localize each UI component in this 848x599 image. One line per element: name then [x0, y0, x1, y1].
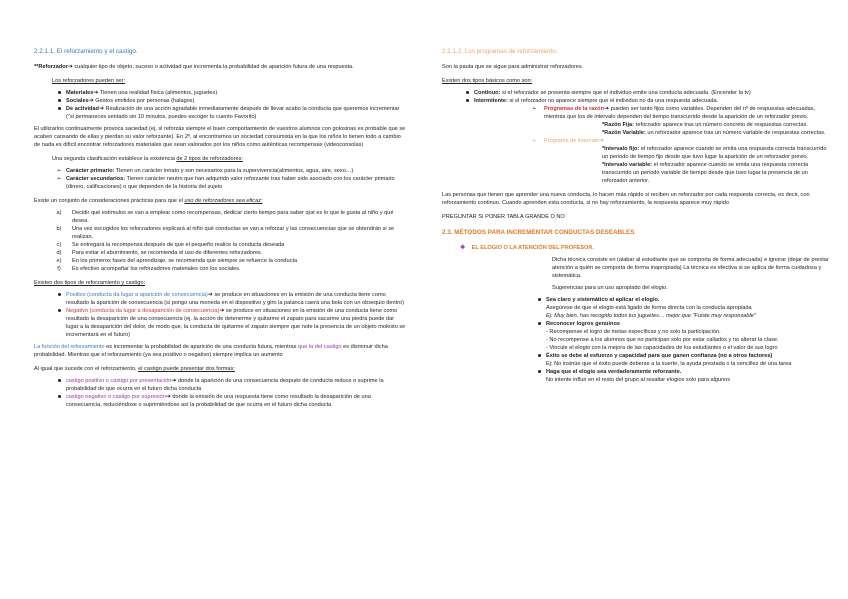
ratio-variable — [602, 129, 834, 137]
bullet-icon — [58, 309, 61, 312]
item-text: Tienen un carácter innato y son necesarios para la supervivencia(alimentos, agua, aire, sexo…) — [114, 168, 354, 174]
list-item — [52, 209, 408, 225]
text: es incrementar la probabilidad de aparición de una conducta futura, mientras — [104, 344, 299, 350]
arrow-right-icon: ➔ — [93, 90, 99, 96]
list-item — [52, 249, 408, 257]
tip-title: Sea claro y sistemático al aplicar el elogio. — [546, 297, 660, 303]
arrowhead-icon: ➢ — [532, 138, 537, 144]
second-types-list — [34, 167, 408, 191]
tip-text: - No recompense a los alumnos que no participan solo por estar callados y no alterar la clase. — [546, 337, 779, 343]
item-text: Es efectivo acompañar los reforzadores materiales con los sociales. — [72, 266, 241, 272]
item-text: Decidir qué estímulos se van a emplear como recompensas, dedicar cierto tiempo para saber qué es lo que le gusta al niño y qué desea. — [72, 210, 394, 224]
term: Intermitente: — [474, 98, 508, 104]
item-text: si el reforzador no aparece siempre que el individuo no da una respuesta adecuada. — [507, 98, 719, 104]
term: Carácter secundarios: — [66, 176, 126, 182]
tip-text: Ej: No insinúe que el éxito puede deberse a la suerte, la ayuda prestada o la sencillez de una tarea — [546, 361, 792, 367]
item-text: Para evitar el aburrimiento, se recomienda el uso de diferentes reforzadores. — [72, 250, 263, 256]
arrow-right-icon: ➔ — [67, 64, 73, 70]
colored-term: Programa de intervalo — [544, 138, 600, 144]
arrow-right-icon: ➔ — [171, 378, 177, 384]
bullet-icon — [538, 370, 541, 373]
item-text: si el reforzador se presenta siempre que el individuo emite una conducta adecuada. (Encender la tv) — [500, 90, 751, 96]
arrow-right-icon: ➔ — [599, 138, 605, 144]
underlined-text: de 2 tipos de reforzadores: — [176, 156, 243, 162]
tip-title: Éxito se debe al esfuerzo y capacidad para que ganen confianza (no a otros factores) — [546, 353, 773, 359]
bullet-icon — [466, 91, 469, 94]
list-item — [52, 105, 408, 121]
interval-programs-item — [532, 137, 834, 145]
list-marker: e) — [56, 258, 62, 264]
colored-term: La función del reforzamiento — [34, 344, 105, 350]
list-title: Existen dos tipos básicos como son: — [442, 78, 533, 84]
text: Al igual que sucede con el reforzamiento, — [34, 366, 139, 372]
right-page — [424, 0, 848, 599]
underlined-text: uso de reforzadores sea eficaz: — [184, 198, 263, 204]
list-item — [52, 97, 408, 105]
programs-intro: Son la pauta que se sigue para administrar reforzadores. — [442, 64, 584, 70]
term: Continuo: — [474, 90, 501, 96]
list-item — [52, 393, 408, 409]
punishment-list — [34, 377, 408, 409]
bullet-icon — [538, 322, 541, 325]
tip-item — [532, 296, 834, 304]
item-text: Gestos emitidos por personas (halagos) — [93, 98, 195, 104]
practical-list — [34, 209, 408, 273]
punishment-intro — [34, 365, 408, 373]
list-marker: c) — [56, 242, 62, 248]
term: *Razón Variable: — [602, 130, 646, 136]
list-marker: a) — [56, 210, 62, 216]
bullet-icon — [58, 293, 61, 296]
interval-variable — [602, 161, 834, 185]
list-marker: b) — [56, 226, 62, 232]
interval-fixed — [602, 145, 834, 161]
diamond-bullet-icon: ❖ — [460, 245, 466, 251]
bullet-icon — [58, 107, 61, 110]
question-note: PREGUNTAR SI PONER TABLA GRANDE O NO — [442, 214, 565, 220]
tip-title: Haga que el elogio sea verdaderamente reforzante. — [546, 369, 682, 375]
colored-term: Negativo (conducta da lugar a desaparición de consecuencia) — [66, 308, 220, 314]
text: Una segunda clasificación establece la existencia — [52, 156, 177, 162]
text: Existe un conjunto de consideraciones prácticas para que el — [34, 198, 185, 204]
bullet-icon — [58, 379, 61, 382]
term: Sociales — [66, 98, 89, 104]
tip-text: - Recompense el logro de metas específicas y no solo la participación. — [546, 329, 721, 335]
item-text: se produce en situaciones en la emisión de una conducta tiene como resultado la desaparición de una consecuencia (ej. la acción de detenerme y quitarme el zapato para sacarme una piedra puede dar lugar a la desaparición del dolor, de modo que, la conducta de quitarme el zapato siempre que note la presencia de un objeto molesto se incrementará en el futuro) — [66, 308, 406, 338]
item-text: el reforzador aparece cuando se emita una respuesta correcta transcurrido un periodo variable de tiempo desde que tuvo lugar la presencia de un reforzador anterior. — [602, 162, 809, 184]
reinforcer-definition — [34, 63, 408, 71]
tip-example: Ej: Muy bien, has recogido todos tus juguetes… mejor que "Fuiste muy responsable" — [546, 313, 756, 319]
kinds-list — [34, 291, 408, 339]
praise-definition: Dicha técnica consiste en (alabar al estudiante que se comporta de forma adecuada) e ignorar (dejar de prestar atención a quién se comporta de forma inapropiada) La técnica es efectiva si se aplica de forma cuidadosa y sistemática. — [552, 257, 829, 279]
arrow-right-icon: ➔ — [165, 394, 171, 400]
list-item — [52, 241, 408, 249]
text: es disminuir dicha probabilidad. Mientras que el reforzamiento (ya sea positivo o negativo) siempre implica un aumento — [34, 344, 388, 358]
colored-term: Programas de la razón — [544, 106, 604, 112]
arrow-right-icon: ➔ — [98, 106, 104, 112]
basic-programs-list — [442, 89, 834, 105]
bullet-icon — [58, 395, 61, 398]
bullet-icon — [538, 298, 541, 301]
item-text: Tienen carácter neutro que han adquirido valor reforzante tras haber sido asociado con los carácter primario (dinero, calificaciones) o que dependen de la historia del sujeto — [66, 176, 395, 190]
colored-term: castigo positivo o castigo por presentación — [66, 378, 172, 384]
term: **Reforzador — [34, 64, 68, 70]
term: Materiales — [66, 90, 94, 96]
tip-item — [532, 352, 834, 360]
underlined-text: el castigo puede presentar dos formas: — [138, 366, 235, 372]
tip-item — [532, 320, 834, 328]
ratio-fixed — [602, 121, 834, 129]
bullet-icon — [58, 99, 61, 102]
section-heading: 2.2.1.1. El reforzamiento y el castigo. — [34, 48, 138, 55]
item-text: Una vez escogidos los reforzadores explicará al niño qué conductas se van a reforzar y las consecuencias que se obtendrán si se realizan. — [72, 226, 395, 240]
tip-title: Reconocer logros genuinos — [546, 321, 620, 327]
tip-text: No intente influir en el resto del grupo al resaltar elogios solo para algunos — [546, 377, 731, 383]
list-marker: f) — [57, 266, 61, 272]
arrowhead-icon: ➢ — [56, 168, 62, 174]
practical-intro — [34, 197, 408, 205]
term: Carácter primario: — [66, 168, 115, 174]
satiation-paragraph: El utilizarlos continuamente provoca saciedad (ej, si reforzás siempre el buen comportamiento de vuestros alumnos con golosinas es probable que se acaben cansando de ellas y pierdan su valor reforzante). En 2º, al encontrarnos un sociedad consumista en la que los niños lo tienen todo a cambio de nada es difícil encontrar reforzadores materiales que sean valorados por los niños como auténticas recompensas (videoconsolas) — [34, 126, 406, 148]
list-marker: d) — [56, 250, 62, 256]
arrow-right-icon: ➔ — [207, 292, 213, 298]
list-item — [52, 265, 408, 273]
arrowhead-icon: ➢ — [56, 176, 62, 182]
tip-text: - Vincule el elogio con la mejora de las capacidades de los estudiantes o el valor de sus logro — [546, 345, 778, 351]
item-text: En los primeros fases del aprendizaje, se recomienda que siempre se refuerce la conducta — [72, 258, 298, 264]
arrowhead-icon: ➢ — [532, 106, 537, 112]
arrow-right-icon: ➔ — [219, 308, 225, 314]
tip-item — [532, 368, 834, 376]
arrow-right-icon: ➔ — [604, 106, 610, 112]
ratio-programs-item — [532, 105, 834, 121]
list-title: Los reforzadores pueden ser: — [52, 78, 126, 84]
suggestions-title: Sugerencias para un uso apropiado del elogio. — [552, 285, 668, 291]
list-item — [52, 175, 408, 191]
list-item — [52, 307, 408, 339]
item-text: reforzador aparece tras un número concreto de respuestas correctas. — [634, 122, 808, 128]
list-title: Existen dos tipos de reforzamiento y castigo: — [34, 280, 145, 286]
term: *Intervalo fijo: — [602, 146, 640, 152]
heading-text: EL ELOGIO O LA ATENCIÓN DEL PROFESOR. — [471, 245, 594, 251]
list-item — [52, 257, 408, 265]
item-text: donde la aparición de una consecuencia después de conducta reduce o suprime la probabilidad de que ocurra en el futuro dicha conducta — [66, 378, 384, 392]
colored-term: que la del castigo — [298, 344, 342, 350]
item-text: Realización de una acción agradable inmediatamente después de llevar acabo la conducta que queremos incrementar ("si permaneces sentado sin 10 minutos, puedes escoger tu cuento Favorito) — [66, 106, 400, 120]
list-item — [52, 89, 408, 97]
learning-paragraph: Las personas que tienen que aprender una nueva conducta, lo hacen más rápido si reciben un reforzador por cada respuesta correcta, es decir, con reforzamiento continuo. Cuando aprenden esta conducta, si no hay reforzamiento, la respuesta aparece muy rápido — [442, 192, 810, 206]
list-item — [460, 97, 834, 105]
item-text: un reforzador aparece tras un número variable de respuestas correctas. — [645, 130, 826, 136]
item-text: Tienen una realidad física (alimentos, juguetes) — [98, 90, 218, 96]
function-paragraph — [34, 343, 408, 359]
praise-heading — [460, 244, 834, 252]
list-item — [52, 377, 408, 393]
list-item — [460, 89, 834, 97]
term: *Razón Fija: — [602, 122, 635, 128]
item-text: donde la emisión de una respuesta tiene como resultado la desaparición de una consecuencia, reduciéndose o suprimiéndose así la probabilidad de que ocurra en el futuro dicha conducta — [66, 394, 371, 408]
bullet-icon — [538, 354, 541, 357]
item-text: se produce en situaciones en la emisión de una conducta tiene como resultado la aparición de consecuencia (si pongo una moneda en el dispositivo y giro la palanca caerá una bola con un obsequio dentro) — [66, 292, 405, 306]
tip-text: Asegúrese de que el elogio está ligado de forma directa con la conducta apropiada — [546, 305, 752, 311]
section-heading: 2.2.1.2. Los programas de reforzamiento. — [442, 48, 558, 55]
item-text: pueden ser tanto fijos como variables. Dependen del nº de respuestas adecuadas, mientras que los de intervalo dependen del tiempo transcurrido desde la aparición de un reforzador previo. — [544, 106, 816, 120]
item-text: Se entregará la recompensa después de que el pequeño realice la conducta deseada — [72, 242, 285, 248]
colored-term: Positivo (conducta da lugar a aparición de consecuencia) — [66, 292, 208, 298]
term: De actividad — [66, 106, 99, 112]
list-item — [52, 225, 408, 241]
item-text: el reforzador aparece cuando se emita una respuesta correcta transcurrido un periodo de tiempo fijo desde que tuvo lugar la aparición de un reforzador previo. — [602, 146, 827, 160]
bullet-icon — [58, 91, 61, 94]
second-classification — [52, 155, 408, 163]
list-item — [52, 167, 408, 175]
reinforcer-types-list — [34, 89, 408, 121]
term: *Intervalo variable: — [602, 162, 653, 168]
colored-term: castigo negativo o castigo por supresión — [66, 394, 166, 400]
bullet-icon — [466, 99, 469, 102]
definition-text: cualquier tipo de objeto, suceso o actividad que incrementa la probabilidad de aparición futura de una respuesta. — [72, 64, 354, 70]
arrow-right-icon: ➔ — [88, 98, 94, 104]
methods-heading: 2.3. MÉTODOS PARA INCREMENTAR CONDUCTAS DESEABLES — [442, 229, 635, 236]
list-item — [52, 291, 408, 307]
